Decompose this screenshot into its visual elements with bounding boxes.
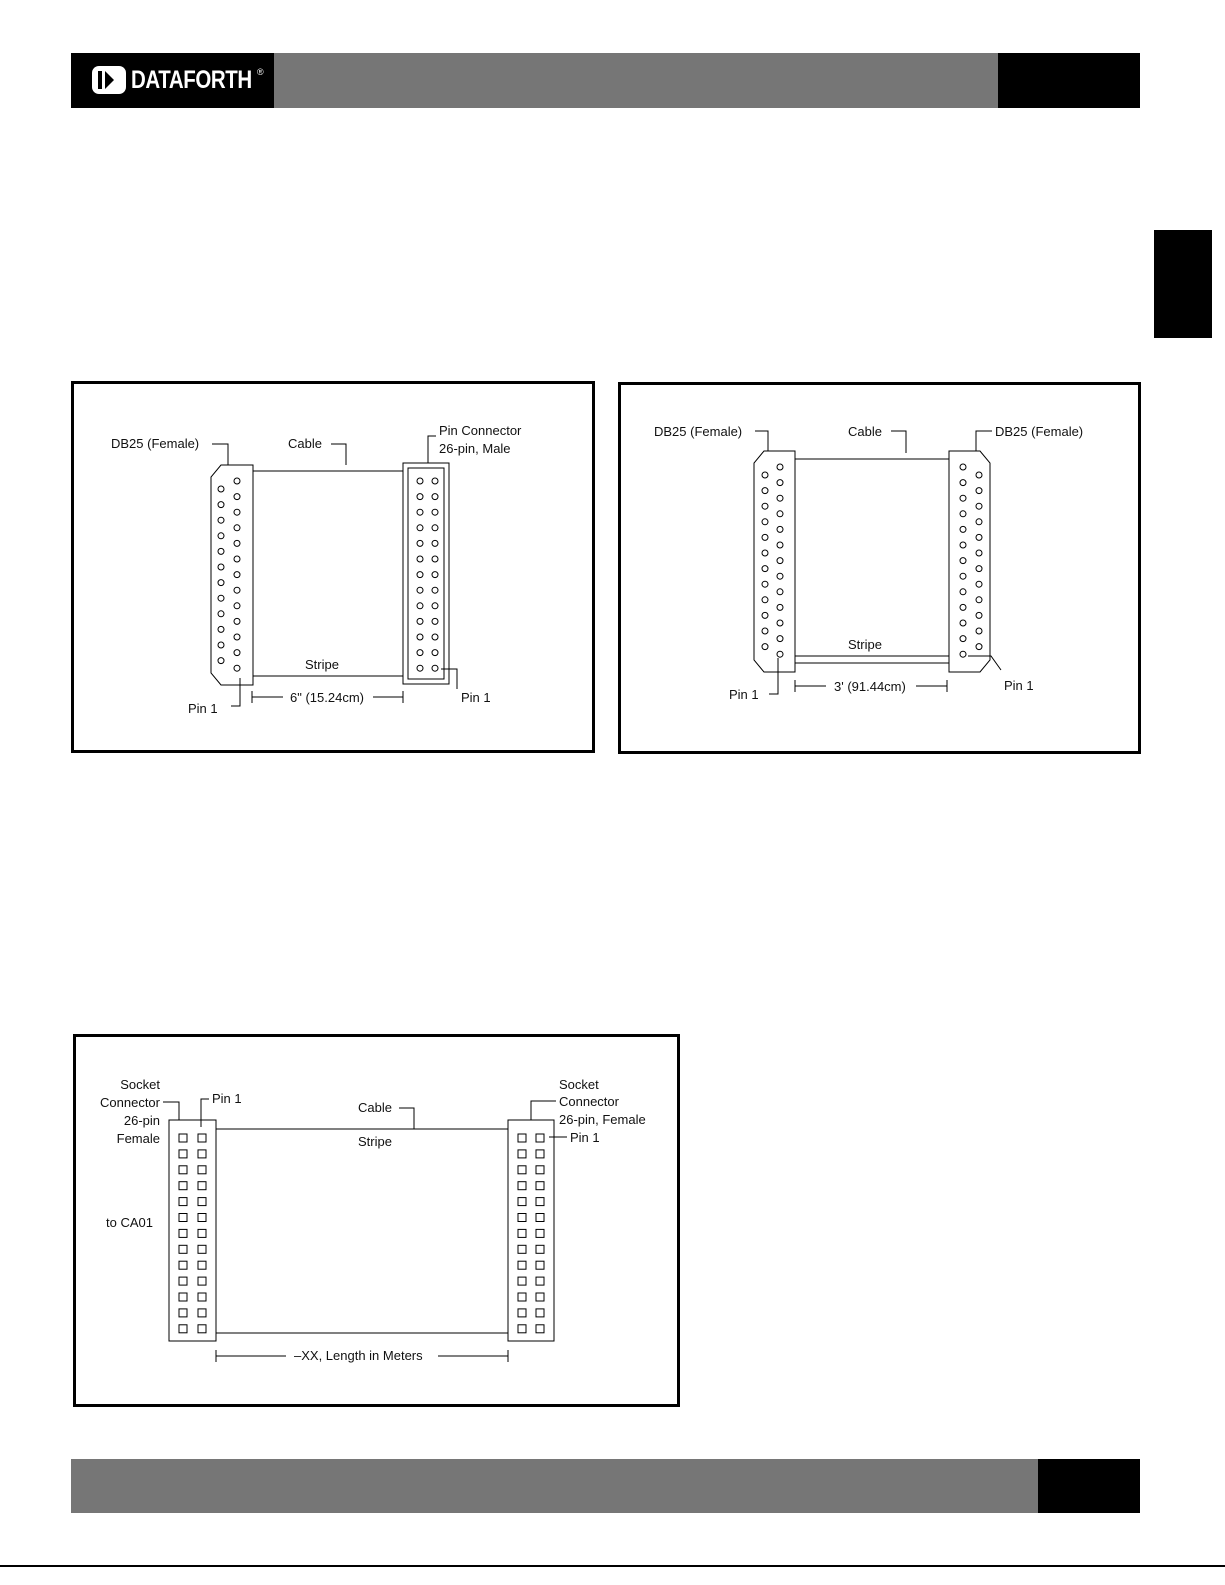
db25-connector-left [211, 465, 253, 685]
socket-connector-left [169, 1120, 216, 1341]
label-socket-left: Socket [120, 1077, 160, 1092]
label-stripe: Stripe [848, 637, 882, 652]
dataforth-logo-icon [91, 65, 127, 95]
label-cable: Cable [848, 424, 882, 439]
label-stripe: Stripe [305, 657, 339, 672]
db25-connector-left [754, 451, 795, 672]
label-db25-female-left: DB25 (Female) [654, 424, 743, 439]
label-26-pin-left: 26-pin [123, 1113, 160, 1128]
label-pin1-right: Pin 1 [1004, 678, 1034, 693]
label-pin1-left: Pin 1 [188, 701, 218, 716]
logo-text: DATAFORTH [131, 66, 252, 94]
label-stripe: Stripe [358, 1134, 392, 1149]
label-db25-female-right: DB25 (Female) [995, 424, 1084, 439]
diagram-db25-to-pin-connector [71, 381, 595, 753]
socket-connector-right [508, 1120, 554, 1341]
logo-registered-mark: ® [257, 67, 264, 77]
label-female-left: Female [116, 1131, 160, 1146]
label-socket-right: Socket [559, 1077, 599, 1092]
label-pin1-right: Pin 1 [570, 1130, 600, 1145]
label-26-pin-female-right: 26-pin, Female [559, 1112, 646, 1127]
db25-connector-right [949, 451, 990, 672]
label-pin1-right: Pin 1 [461, 690, 491, 705]
diagram-db25-to-db25 [618, 382, 1141, 754]
label-connector-left: Connector [100, 1095, 160, 1110]
label-length: 6" (15.24cm) [290, 690, 364, 705]
label-cable: Cable [288, 436, 322, 451]
diagram-socket-to-socket [73, 1034, 680, 1407]
label-db25-female: DB25 (Female) [111, 436, 200, 451]
pin-connector-outer [403, 463, 449, 684]
footer-bar [71, 1459, 1140, 1513]
label-pin-connector: Pin Connector [439, 423, 522, 438]
bottom-rule [0, 1565, 1225, 1567]
section-side-tab [1154, 230, 1212, 338]
label-to-ca01: to CA01 [106, 1215, 153, 1230]
label-26-pin-male: 26-pin, Male [439, 441, 511, 456]
footer-right-block [1038, 1459, 1140, 1513]
label-pin1-left: Pin 1 [212, 1091, 242, 1106]
label-cable: Cable [358, 1100, 392, 1115]
header-right-block [998, 53, 1140, 108]
label-length: 3' (91.44cm) [834, 679, 906, 694]
label-connector-right: Connector [559, 1094, 619, 1109]
label-pin1-left: Pin 1 [729, 687, 759, 702]
label-length: –XX, Length in Meters [294, 1348, 423, 1363]
dataforth-logo [71, 53, 274, 108]
